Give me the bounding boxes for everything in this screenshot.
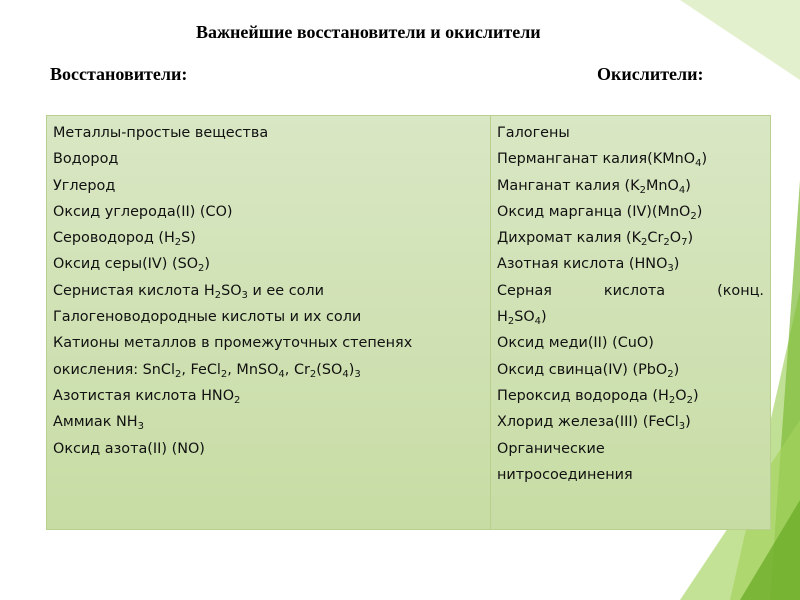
reducer-line: Сероводород $(H_2S)$ <box>53 230 196 249</box>
oxidizer-line: Манганат калия $(K_2MnO_4)$ <box>497 177 691 196</box>
oxidizer-line: Азотная кислота $(HNO_3)$ <box>497 256 680 275</box>
oxidizer-line: Серная кислота (конц. <box>497 282 764 299</box>
reducer-line: Галогеноводородные кислоты и их соли <box>53 309 362 326</box>
reducer-line: Сернистая кислота $H_2SO_3$ и ее соли <box>53 282 324 301</box>
page-title: Важнейшие восстановители и окислители <box>196 22 541 42</box>
oxidizer-line: Галогены <box>497 125 570 141</box>
oxidizer-line: Оксид марганца (IV)(MnO$_2$) <box>497 203 703 222</box>
reducer-line: Углерод <box>53 177 116 194</box>
oxidizer-line: нитросоединения <box>497 466 633 483</box>
oxidizer-line: Органические <box>497 440 605 457</box>
oxidizers-heading: Окислители: <box>597 64 704 84</box>
reducer-line: окисления: SnCl$_2$, FeCl$_2$, MnSO$_4$, $Cr_2(SO_4)_3$ <box>53 361 361 380</box>
oxidizer-line: Пероксид водорода $(H_2O_2)$ <box>497 387 699 406</box>
reducer-line: Оксид серы(IV) $(SO_2)$ <box>53 256 211 275</box>
reducer-line: Катионы металлов в промежуточных степенях <box>53 335 413 352</box>
oxidizer-line: Перманганат калия(KMnO$_4$) <box>497 151 708 170</box>
reducer-line: Аммиак $NH_3$ <box>53 414 144 433</box>
oxidizer-line: Оксид свинца(IV) (PbO$_2$) <box>497 361 680 380</box>
reagents-table <box>46 115 771 530</box>
reducer-line: Водород <box>53 151 119 168</box>
oxidizers-cell <box>491 116 770 529</box>
reducer-line: Оксид азота(II) (NO) <box>53 440 205 457</box>
reducers-cell <box>47 116 491 529</box>
reducer-line: Металлы-простые вещества <box>53 125 269 141</box>
reducers-heading: Восстановители: <box>50 64 188 84</box>
oxidizer-line: Хлорид железа(III) (FeCl$_3$) <box>497 414 691 433</box>
reducer-line: Азотистая кислота $HNO_2$ <box>53 387 241 406</box>
reducer-line: Оксид углерода(II) (CO) <box>53 203 233 220</box>
oxidizer-line: $H_2SO_4$) <box>497 309 547 328</box>
oxidizer-line: Оксид меди(II) (CuO) <box>497 335 654 352</box>
oxidizer-line: Дихромат калия $(K_2Cr_2O_7)$ <box>497 230 694 249</box>
